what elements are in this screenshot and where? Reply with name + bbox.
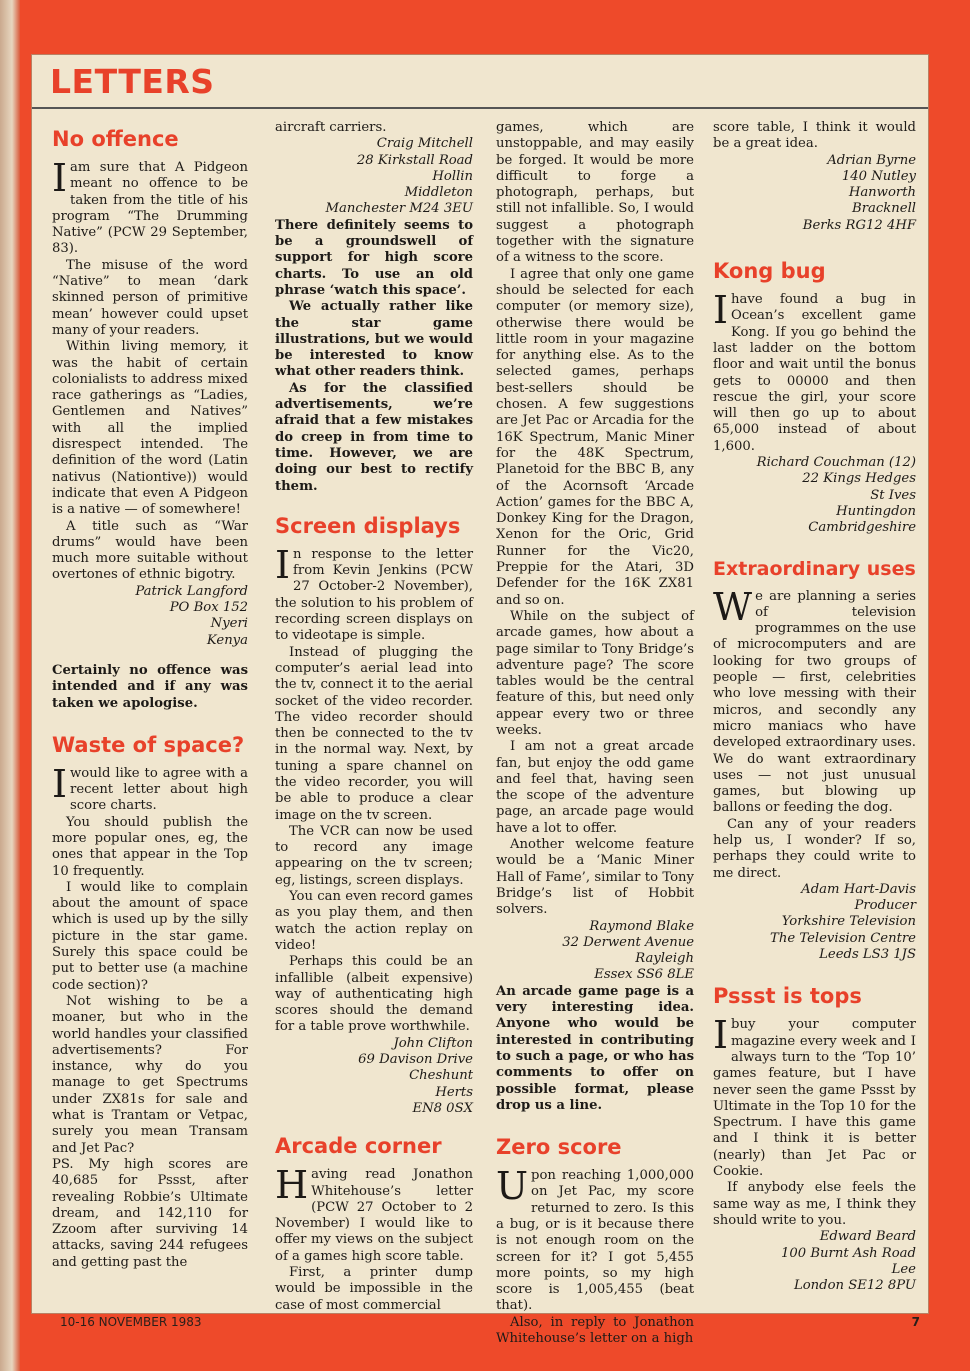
- signature-line: 140 Nutley: [841, 168, 916, 184]
- letter-paragraph: games, which are unstoppable, and may easily be forged. It would be more difficult to forge a photograph, perhaps, but still not infallible. So, I would suggest a photograph together with the signature of a witness to the score.: [496, 120, 694, 266]
- signature-line: PO Box 152: [169, 600, 248, 616]
- editor-reply: As for the classified advertisements, we’re afraid that a few mistakes do creep in from time to time. However, we are doing our best to rectify them.: [275, 380, 473, 494]
- letter-paragraph: Within living memory, it was the habit of certain colonialists to address mixed race gatherings as “Ladies, Gentlemen and Natives” with all the implied disrespect intended. The definition of the word (Latin nativus (Nationtive)) would indicate that even A Pidgeon is a native — of somewhere!: [52, 339, 248, 518]
- signature-line: Adam Hart-Davis: [801, 881, 916, 897]
- letter-paragraph: We are planning a series of television programmes on the use of microcomputers and are looking for two groups of people — first, celebrities who love messing with their micros, and secondly any micro maniacs who have developed extraordinary uses. We do want extraordinary uses — not just unusual games, but blowing up ballons or feeding the dog.: [713, 584, 916, 816]
- signature-line: Nyeri: [210, 616, 248, 632]
- letter-paragraph: First, a printer dump would be impossible in the case of most commercial: [275, 1265, 473, 1313]
- signature-line: Producer: [854, 898, 916, 914]
- signature-line: Edward Beard: [819, 1229, 916, 1245]
- editor-reply: An arcade game page is a very interesting idea. Anyone who would be interested in contributing to such a page, or who has comments to offer on possible format, please drop us a line.: [496, 983, 694, 1113]
- letter-paragraph: Can any of your readers help us, I wonder? If so, perhaps they could write to me direct.: [713, 816, 916, 881]
- signature-line: Rayleigh: [635, 951, 694, 967]
- signature-line: St Ives: [870, 487, 916, 503]
- signature-line: The Television Centre: [770, 930, 916, 946]
- section-header: [32, 55, 928, 109]
- letter-heading: Kong bug: [713, 259, 826, 284]
- letter-paragraph: I am not a great arcade fan, but enjoy the odd game and feel that, having seen the scope of the adventure page, an arcade page would have a lot to offer.: [496, 739, 694, 836]
- signature-line: Bracknell: [852, 201, 916, 217]
- letter-paragraph: In response to the letter from Kevin Jenkins (PCW 27 October-2 November), the solution to his problem of recording screen displays on to videotape is simple.: [275, 542, 473, 644]
- letter-paragraph: Ibuy your computer magazine every week and I always turn to the ‘Top 10’ games feature, but I have never seen the game Pssst by Ultimate in the Top 10 for the Spectrum. I have this game and I think it is better (nearly) than Jet Pac or Cookie.: [713, 1013, 916, 1180]
- issue-date: 10-16 NOVEMBER 1983: [60, 1315, 202, 1329]
- signature-line: Yorkshire Television: [781, 914, 916, 930]
- letter-heading: Arcade corner: [275, 1134, 442, 1159]
- letter-paragraph: Ihave found a bug in Ocean’s excellent game Kong. If you go behind the last ladder on the bottom floor and wait until the bonus gets to 00000 and then rescue the girl, your score will then go up to about 65,000 instead of about 1,600.: [713, 288, 916, 454]
- signature-line: Hanworth: [848, 185, 916, 201]
- signature-line: Adrian Byrne: [827, 152, 916, 168]
- column-2: [275, 120, 473, 1313]
- signature-line: Essex SS6 8LE: [594, 967, 694, 983]
- letter-paragraph: The misuse of the word “Native” to mean ‘dark skinned person of primitive mean’ however could upset many of your readers.: [52, 257, 248, 338]
- letter-paragraph: You should publish the more popular ones, eg, the ones that appear in the Top 10 frequently.: [52, 814, 248, 879]
- letter-paragraph: Also, in reply to Jonathon Whitehouse’s letter on a high: [496, 1314, 694, 1347]
- signature-line: Kenya: [206, 632, 248, 648]
- editor-reply: There definitely seems to be a groundswell of support for high score charts. To use an old phrase ‘watch this space’.: [275, 217, 473, 298]
- signature-line: John Clifton: [393, 1035, 473, 1051]
- letter-paragraph: Instead of plugging the computer’s aerial lead into the tv, connect it to the aerial socket of the video recorder. The video recorder should then be connected to the tv in the normal way. Next, by tuning a spare channel on the video recorder, you will be able to produce a clear image on the tv screen.: [275, 644, 473, 823]
- signature-line: Cheshunt: [409, 1068, 473, 1084]
- letter-paragraph: Iam sure that A Pidgeon meant no offence to be taken from the title of his program “The Drumming Native” (PCW 29 September, 83).: [52, 156, 248, 257]
- signature-line: 69 Davison Drive: [358, 1052, 473, 1068]
- signature-line: EN8 0SX: [412, 1100, 473, 1116]
- letter-paragraph: Perhaps this could be an infallible (albeit expensive) way of authenticating high scores should the demand for a table prove worthwhile.: [275, 954, 473, 1035]
- page-footer: [60, 1315, 920, 1335]
- letter-paragraph: A title such as “War drums” would have been much more suitable without overtones of ethnic bigotry.: [52, 518, 248, 583]
- signature-line: 22 Kings Hedges: [802, 471, 916, 487]
- letter-heading: Screen displays: [275, 513, 461, 538]
- letter-paragraph: While on the subject of arcade games, how about a page similar to Tony Bridge’s adventure page? The score tables would be the central feature of this, but need only appear every two or three weeks.: [496, 608, 694, 738]
- letter-heading: Pssst is tops: [713, 984, 862, 1009]
- signature-line: Herts: [435, 1084, 473, 1100]
- signature-line: Lee: [891, 1261, 916, 1277]
- signature-line: Raymond Blake: [589, 918, 694, 934]
- letter-paragraph: I agree that only one game should be selected for each computer (or memory size), otherwise there would be little room in your magazine for anything else. As to the selected games, perhaps best-sellers should be chosen. A few suggestions are Jet Pac or Arcadia for the 16K Spectrum, Manic Miner for the 48K Spectrum, Planetoid for the BBC B, any of the Acornsoft ‘Arcade Action’ games for the BBC A, Donkey King for the Dragon, Xenon for the Oric, Grid Runner for the Vic20, Preppie for the Atari, 3D Defender for the 16K ZX81 and so on.: [496, 266, 694, 608]
- editor-reply: We actually rather like the star game illustrations, but we would be interested to know what other readers think.: [275, 299, 473, 380]
- signature-line: Cambridgeshire: [808, 520, 916, 536]
- letter-heading: Zero score: [496, 1135, 622, 1160]
- signature-line: London SE12 8PU: [793, 1278, 916, 1294]
- letter-heading: No offence: [52, 127, 179, 151]
- letter-paragraph: The VCR can now be used to record any image appearing on the tv screen; eg, listings, screen displays.: [275, 823, 473, 888]
- signature-line: 32 Derwent Avenue: [562, 934, 694, 950]
- column-4: [713, 120, 916, 1301]
- letter-paragraph: aircraft carriers.: [275, 120, 387, 135]
- letter-paragraph: Having read Jonathon Whitehouse’s letter (PCW 27 October to 2 November) I would like to offer my views on the subject of a games high score table.: [275, 1163, 473, 1264]
- letter-paragraph: I would like to complain about the amount of space which is used up by the silly picture in the star game. Surely this space could be put to better use (a machine code section)?: [52, 879, 248, 993]
- letter-paragraph: Not wishing to be a moaner, but who in the world handles your classified advertisements? For instance, why do you manage to get Spectrums under ZX81s for sale and what is Trantam or Vetpac, surely you mean Transam and Jet Pac?: [52, 993, 248, 1156]
- signature-line: Richard Couchman (12): [756, 455, 916, 471]
- letter-paragraph: Upon reaching 1,000,000 on Jet Pac, my score returned to zero. Is this a bug, or is it because there is not enough room on the screen for it? I got 5,455 more points, so my high score is 1,005,455 (beat that).: [496, 1164, 694, 1314]
- letter-heading: Waste of space?: [52, 732, 245, 757]
- signature-line: Middleton: [404, 185, 473, 201]
- page-number: 7: [911, 1315, 920, 1329]
- column-1: [52, 118, 248, 1301]
- editor-reply: Certainly no offence was intended and if any was taken we apologise.: [52, 662, 248, 711]
- signature-line: Berks RG12 4HF: [802, 217, 916, 233]
- letter-paragraph: PS. My high scores are 40,685 for Pssst, after revealing Robbie’s Ultimate dream, and 142,110 for Zzoom after surviving 14 attacks, saving 244 refugees and getting past the: [52, 1156, 248, 1270]
- column-3: [496, 120, 694, 1347]
- signature-line: 100 Burnt Ash Road: [781, 1245, 916, 1261]
- letter-paragraph: Iwould like to agree with a recent letter about high score charts.: [52, 761, 248, 814]
- letter-paragraph: score table, I think it would be a great idea.: [713, 120, 916, 152]
- letter-paragraph: You can even record games as you play them, and then watch the action replay on video!: [275, 889, 473, 953]
- signature-line: Manchester M24 3EU: [325, 201, 473, 217]
- letter-paragraph: If anybody else feels the same way as me, I think they should write to you.: [713, 1180, 916, 1228]
- signature-line: Patrick Langford: [135, 583, 248, 599]
- letter-paragraph: Another welcome feature would be a ‘Manic Miner Hall of Fame’, similar to Tony Bridge’s list of Hobbit solvers.: [496, 837, 694, 918]
- letter-heading: Extraordinary uses: [713, 557, 916, 580]
- adjacent-page-edge: [0, 0, 20, 1371]
- signature-line: Craig Mitchell: [376, 136, 473, 152]
- section-title: LETTERS: [50, 62, 215, 101]
- signature-line: Hollin: [432, 168, 473, 184]
- signature-line: Huntingdon: [836, 503, 916, 519]
- signature-line: 28 Kirkstall Road: [356, 152, 473, 168]
- signature-line: Leeds LS3 1JS: [819, 947, 916, 963]
